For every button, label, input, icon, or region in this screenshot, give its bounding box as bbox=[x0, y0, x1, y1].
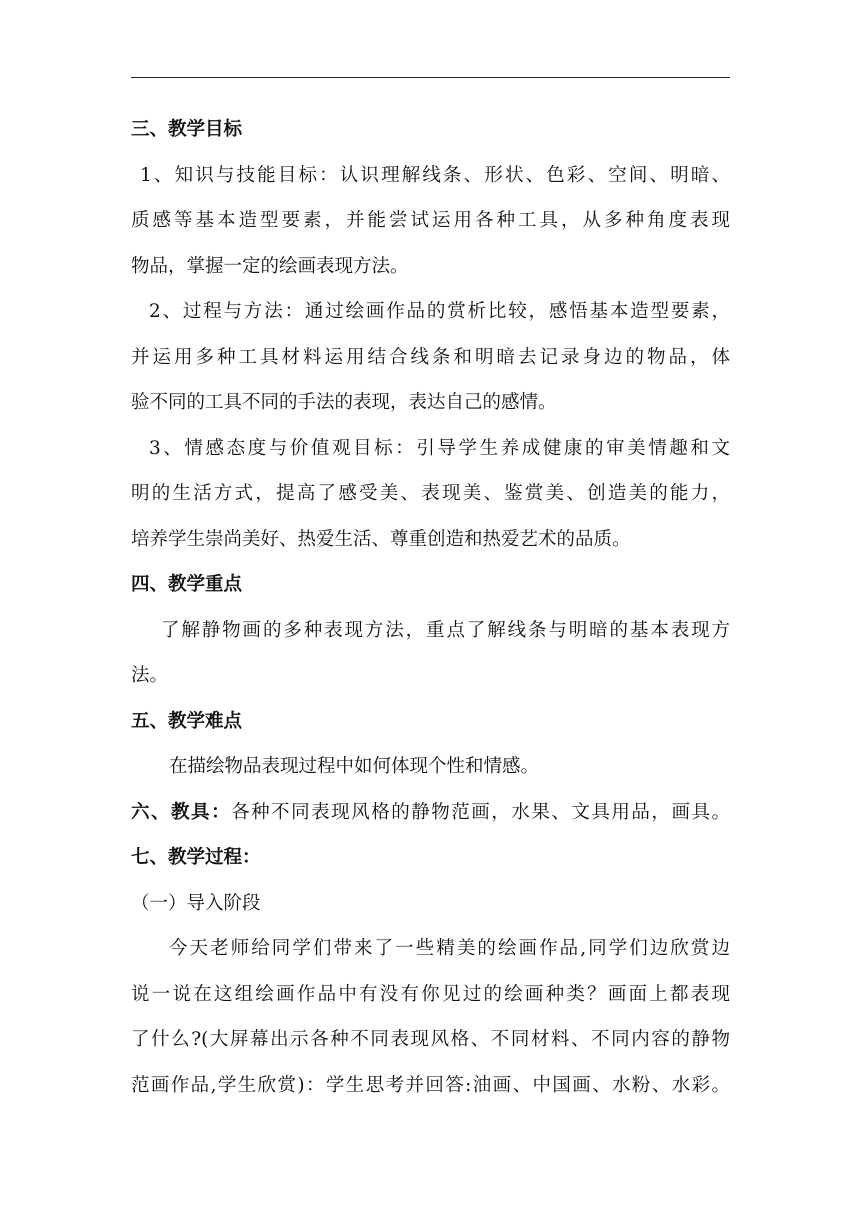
focus-line-1: 了解静物画的多种表现方法，重点了解线条与明暗的基本表现方 bbox=[161, 619, 730, 641]
goal-3-line-1: 3、情感态度与价值观目标：引导学生养成健康的审美情趣和文 bbox=[149, 437, 730, 459]
goal-3-line-2: 明的生活方式，提高了感受美、表现美、鉴赏美、创造美的能力， bbox=[131, 483, 730, 504]
header-rule bbox=[131, 77, 730, 78]
goal-3-line-3: 培养学生崇尚美好、热爱生活、尊重创造和热爱艺术的品质。 bbox=[131, 528, 631, 550]
section-heading-focus: 四、教学重点 bbox=[131, 574, 243, 595]
process-paragraph-line-4: 范画作品,学生欣赏)：学生思考并回答:油画、中国画、水粉、水彩。 bbox=[131, 1074, 730, 1096]
process-stage-1-heading: （一）导入阶段 bbox=[131, 892, 261, 914]
section-heading-goals: 三、教学目标 bbox=[131, 119, 243, 140]
section-heading-tools: 六、教具： bbox=[131, 801, 232, 823]
tools-line bbox=[131, 790, 730, 836]
section-heading-process: 七、教学过程： bbox=[131, 847, 261, 868]
difficulty-line: 在描绘物品表现过程中如何体现个性和情感。 bbox=[169, 756, 540, 777]
tools-text: 各种不同表现风格的静物范画，水果、文具用品，画具。 bbox=[231, 801, 730, 823]
focus-line-2: 法。 bbox=[131, 665, 169, 686]
goal-2-line-3: 验不同的工具不同的手法的表现，表达自己的感情。 bbox=[131, 392, 557, 413]
process-paragraph-line-1: 今天老师给同学们带来了一些精美的绘画作品,同学们边欣赏边 bbox=[169, 938, 730, 959]
goal-1-line-1: 1、知识与技能目标：认识理解线条、形状、色彩、空间、明暗、 bbox=[140, 164, 730, 186]
section-heading-difficulty: 五、教学难点 bbox=[131, 710, 243, 732]
goal-1-line-3: 物品，掌握一定的绘画表现方法。 bbox=[131, 255, 409, 277]
goal-1-line-2: 质感等基本造型要素，并能尝试运用各种工具，从多种角度表现 bbox=[131, 210, 730, 231]
goal-2-line-2: 并运用多种工具材料运用结合线条和明暗去记录身边的物品，体 bbox=[131, 346, 730, 368]
process-paragraph-line-2: 说一说在这组绘画作品中有没有你见过的绘画种类？画面上都表现 bbox=[131, 983, 730, 1005]
document-body bbox=[131, 107, 730, 1108]
goal-2-line-1: 2、过程与方法：通过绘画作品的赏析比较，感悟基本造型要素， bbox=[149, 301, 730, 322]
process-paragraph-line-3: 了什么?(大屏幕出示各种不同表现风格、不同材料、不同内容的静物 bbox=[131, 1029, 730, 1050]
